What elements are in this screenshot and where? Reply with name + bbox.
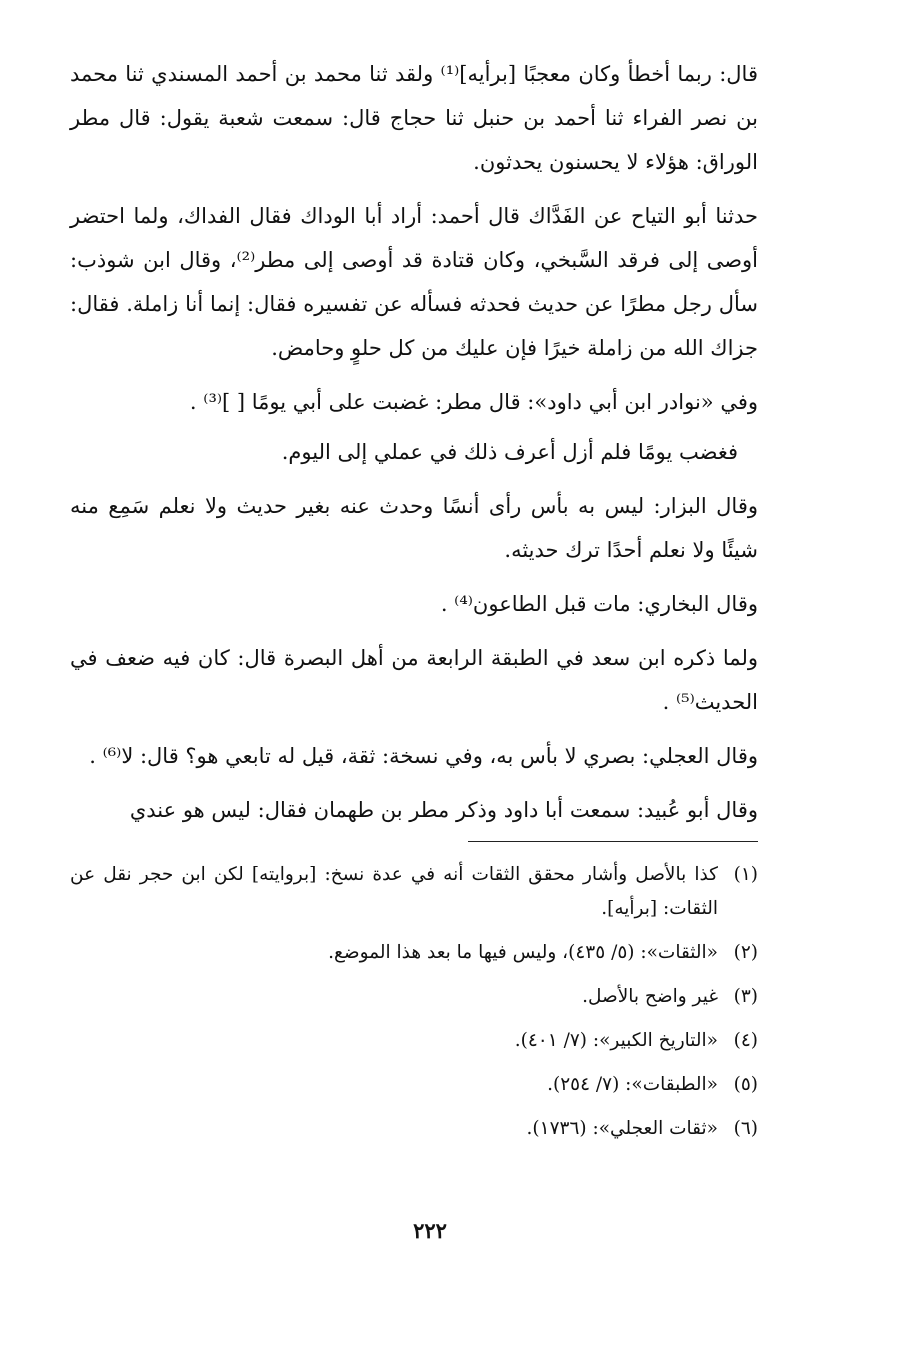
paragraph-4: فغضب يومًا فلم أزل أعرف ذلك في عملي إلى اليوم. [281, 440, 738, 464]
footnote-divider [468, 841, 758, 842]
footnote-text: «الطبقات»: (٧/ ٢٥٤). [547, 1074, 718, 1095]
footnote-4 [70, 1024, 758, 1058]
paragraph-3: وفي «نوادر ابن أبي داود»: قال مطر: غضبت على أبي يومًا [ ]⁽³⁾ . [189, 390, 758, 414]
footnote-text: كذا بالأصل وأشار محقق الثقات أنه في عدة نسخ: [بروايته] لكن ابن حجر نقل عن الثقات: [برأيه]. [70, 864, 718, 919]
paragraph-1: قال: ربما أخطأ وكان معجبًا [برأيه]⁽¹⁾ ولقد ثنا محمد بن أحمد المسندي ثنا محمد بن نصر الفراء ثنا أحمد بن حنبل ثنا حجاج قال: سمعت شعبة يقول: قال مطر الوراق: هؤلاء لا يحسنون يحدثون. [70, 62, 758, 174]
footnote-3 [70, 980, 758, 1014]
footnote-text: «ثقات العجلي»: (١٧٣٦). [526, 1118, 718, 1139]
footnote-number: (٥) [733, 1074, 758, 1095]
main-text [70, 52, 758, 842]
paragraph-8: وقال العجلي: بصري لا بأس به، وفي نسخة: ثقة، قيل له تابعي هو؟ قال: لا⁽⁶⁾ . [89, 744, 758, 768]
footnote-2 [70, 936, 758, 970]
footnote-5 [70, 1068, 758, 1102]
footnotes [70, 858, 758, 1156]
footnote-text: غير واضح بالأصل. [582, 986, 718, 1007]
footnote-number: (٢) [733, 942, 758, 963]
paragraph-7: ولما ذكره ابن سعد في الطبقة الرابعة من أهل البصرة قال: كان فيه ضعف في الحديث⁽⁵⁾ . [70, 646, 758, 714]
paragraph-5: وقال البزار: ليس به بأس رأى أنسًا وحدث عنه بغير حديث ولا نعلم سَمِع منه شيئًا ولا نعلم أحدًا ترك حديثه. [70, 494, 758, 562]
footnote-6 [70, 1112, 758, 1146]
paragraph-6: وقال البخاري: مات قبل الطاعون⁽⁴⁾ . [440, 592, 758, 616]
footnote-number: (٤) [733, 1030, 758, 1051]
footnote-number: (٦) [733, 1118, 758, 1139]
paragraph-2: حدثنا أبو التياح عن الفَدَّاك قال أحمد: أراد أبا الوداك فقال الفداك، ولما احتضر أوصى إلى فرقد السَّبخي، وكان قتادة قد أوصى إلى مطر⁽²⁾، وقال ابن شوذب: سأل رجل مطرًا عن حديث فحدثه فسأله عن تفسيره فقال: إنما أنا زاملة. فقال: جزاك الله من زاملة خيرًا فإن عليك من كل حلوٍ وحامض. [70, 204, 758, 360]
footnote-number: (١) [733, 864, 758, 885]
footnote-1 [70, 858, 758, 926]
paragraph-9: وقال أبو عُبيد: سمعت أبا داود وذكر مطر بن طهمان فقال: ليس هو عندي [129, 798, 758, 822]
footnote-text: «التاريخ الكبير»: (٧/ ٤٠١). [514, 1030, 718, 1051]
footnote-number: (٣) [733, 986, 758, 1007]
page-number: ٢٢٢ [413, 1218, 447, 1243]
footnote-text: «الثقات»: (٥/ ٤٣٥)، وليس فيها ما بعد هذا الموضع. [328, 942, 718, 963]
